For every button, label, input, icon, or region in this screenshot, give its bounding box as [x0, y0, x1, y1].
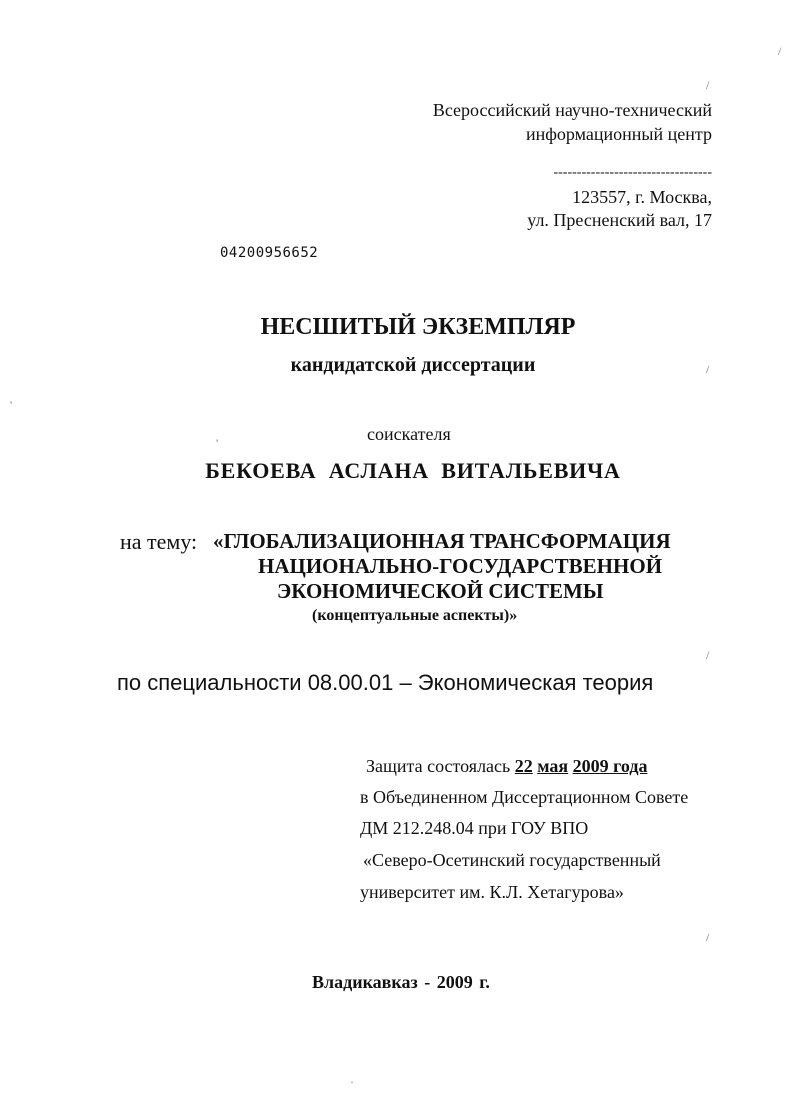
topic-line-1: «ГЛОБАЛИЗАЦИОННАЯ ТРАНСФОРМАЦИЯ — [213, 529, 671, 553]
candidate-name: БЕКОЕВА АСЛАНА ВИТАЛЬЕВИЧА — [205, 458, 621, 483]
separator-line: ---------------------------------- — [553, 165, 712, 180]
candidate-label: соискателя — [367, 424, 451, 444]
topic-line-3: ЭКОНОМИЧЕСКОЙ СИСТЕМЫ — [277, 579, 604, 603]
defense-day: 22 — [514, 756, 533, 776]
institution-line-1: Всероссийский научно-технический — [432, 100, 712, 120]
scan-mark: / — [706, 930, 710, 944]
scan-mark: / — [778, 44, 782, 58]
document-subtitle: кандидатской диссертации — [290, 354, 536, 376]
defense-prefix: Защита состоялась — [366, 756, 511, 776]
topic-line-2: НАЦИОНАЛЬНО-ГОСУДАРСТВЕННОЙ — [258, 554, 663, 578]
address-line-2: ул. Пресненский вал, 17 — [527, 210, 712, 230]
specialty: по специальности 08.00.01 – Экономическая теория — [117, 670, 654, 695]
defense-line-2: в Объединенном Диссертационном Совете — [360, 787, 689, 807]
document-title: НЕСШИТЫЙ ЭКЗЕМПЛЯР — [260, 314, 576, 340]
scan-mark: / — [706, 362, 710, 376]
scan-mark: / — [706, 78, 710, 92]
defense-line-3: ДМ 212.248.04 при ГОУ ВПО — [360, 818, 589, 838]
defense-year: 2009 года — [572, 756, 648, 776]
scan-mark: ' — [10, 398, 13, 412]
registration-number: 04200956652 — [220, 245, 319, 261]
defense-line-1 — [366, 754, 647, 778]
topic-label: на тему: — [120, 529, 198, 554]
scan-mark: · — [350, 1075, 354, 1089]
scan-mark: / — [706, 648, 710, 662]
topic-line-4: (концептуальные аспекты)» — [312, 607, 518, 624]
defense-line-4: «Северо-Осетинский государственный — [363, 850, 661, 870]
scan-mark: ' — [216, 436, 219, 450]
place-and-year: Владикавказ - 2009 г. — [312, 972, 490, 992]
defense-month: мая — [537, 756, 569, 776]
address-line-1: 123557, г. Москва, — [572, 187, 712, 207]
institution-line-2: информационный центр — [525, 124, 712, 144]
defense-line-5: университет им. К.Л. Хетагурова» — [360, 882, 624, 902]
